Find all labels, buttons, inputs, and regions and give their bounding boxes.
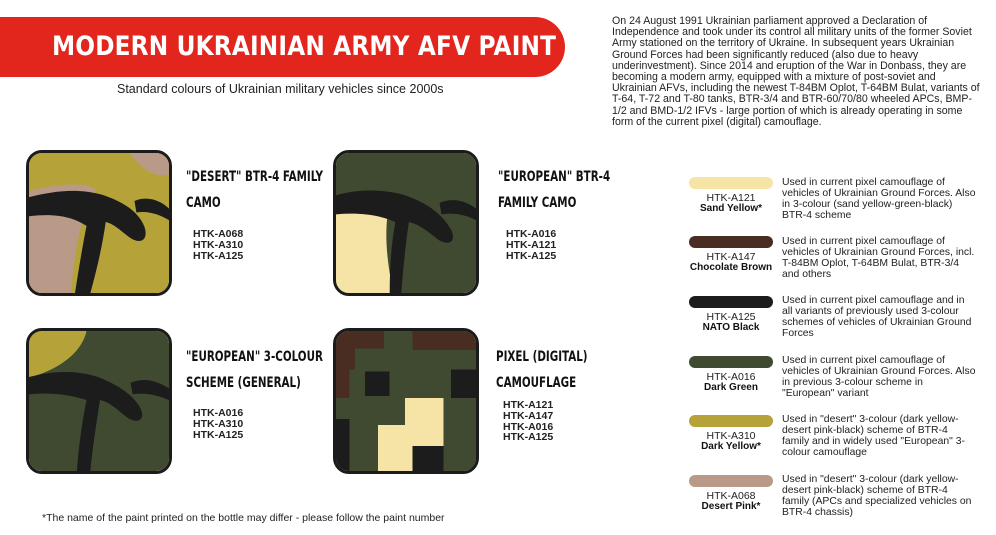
paint-name: Chocolate Brown: [689, 262, 773, 273]
paint-code: HTK-A121: [706, 192, 756, 204]
paint-description: Used in current pixel camouflage and in all variants of previously used 3-colour schemes of vehicles of Ukrainian Ground Forces: [782, 295, 972, 339]
paint-code: HTK-A125: [193, 428, 244, 441]
paint-chocolate-brown: [678, 236, 788, 292]
scheme-title-european-btr4: [498, 164, 610, 216]
paint-desert-pink: [678, 475, 788, 531]
color-chip: [689, 296, 773, 308]
paint-code: HTK-A016: [706, 371, 756, 383]
scheme-codes-pixel: [503, 400, 553, 443]
paint-code: HTK-A125: [503, 431, 554, 444]
paint-description: Used in current pixel camouflage of vehicles of Ukrainian Ground Forces, incl. T-84BM Oplot, T-64BM Bulat, BTR-3/4 and others: [782, 236, 975, 280]
paint-description: Used in current pixel camouflage of vehicles of Ukrainian Ground Forces. Also in 3-colour (sand yellow-green-black) BTR-4 scheme: [782, 177, 976, 221]
paint-code: HTK-A016: [506, 228, 557, 240]
paint-nato-black: [678, 296, 788, 352]
scheme-title-line: "DESERT" BTR-4 FAMILY: [186, 169, 324, 185]
scheme-codes-european-btr4: [506, 229, 556, 261]
scheme-title-european-3colour: [186, 344, 323, 396]
color-chip: [689, 475, 773, 487]
page-title: MODERN UKRAINIAN ARMY AFV PAINT SET: [52, 31, 614, 62]
scheme-codes-european-3colour: [193, 408, 243, 440]
swatch-european-btr4: [333, 150, 479, 296]
paint-code: HTK-A016: [193, 407, 244, 419]
paint-dark-green: [678, 356, 788, 412]
paint-name: Sand Yellow*: [699, 203, 763, 214]
paint-name: Desert Pink*: [701, 501, 761, 512]
paint-code: HTK-A068: [706, 490, 756, 502]
scheme-title-line: "EUROPEAN" BTR-4: [498, 169, 611, 185]
footnote: *The name of the paint printed on the bottle may differ - please follow the paint number: [42, 512, 445, 524]
title-banner: [0, 17, 614, 77]
scheme-codes-desert: [193, 229, 243, 261]
swatch-pixel-digital: [333, 328, 479, 474]
paint-code: HTK-A125: [193, 249, 244, 262]
scheme-title-line: FAMILY CAMO: [498, 195, 577, 211]
paint-name: Dark Yellow*: [701, 441, 761, 452]
paint-code: HTK-A068: [193, 228, 244, 240]
color-chip: [689, 177, 773, 189]
paint-description: Used in "desert" 3-colour (dark yellow-desert pink-black) scheme of BTR-4 family and in widely used "European" 3-colour camouflage: [782, 414, 965, 458]
color-chip: [689, 236, 773, 248]
color-chip: [689, 415, 773, 427]
paint-code: HTK-A310: [193, 417, 244, 430]
paint-name: NATO Black: [702, 322, 760, 333]
swatch-desert-btr4: [26, 150, 172, 296]
scheme-title-line: "EUROPEAN" 3-COLOUR: [186, 349, 323, 365]
paint-description: Used in "desert" 3-colour (dark yellow-desert pink-black) scheme of BTR-4 family (APCs and specialized vehicles on BTR-4 chassis): [782, 474, 972, 518]
page-subtitle: Standard colours of Ukrainian military vehicles since 2000s: [117, 82, 444, 96]
scheme-title-line: CAMO: [186, 195, 221, 211]
paint-code: HTK-A310: [706, 430, 756, 442]
color-chip: [689, 356, 773, 368]
scheme-title-line: SCHEME (GENERAL): [186, 375, 301, 391]
paint-code: HTK-A310: [193, 238, 244, 251]
paint-name: Dark Green: [704, 382, 758, 393]
paint-code: HTK-A147: [706, 251, 756, 263]
scheme-title-line: CAMOUFLAGE: [496, 375, 577, 391]
paint-description: Used in current pixel camouflage of vehicles of Ukrainian Ground Forces. Also in previous 3-colour scheme in "European" variant: [782, 355, 976, 399]
intro-paragraph: On 24 August 1991 Ukrainian parliament approved a Declaration of Independence and took under its control all military units of the former Soviet Army stationed on the territory of Ukraine. In subsequent years Ukrainian Ground Forces had been significantly reduced (also due to heavy underinvestment). Since 2014 and eruption of the War in Donbass, they are becoming a modern army, equipped with a mixture of post-soviet and Ukrainian AFVs, including the newest T-84BM Oplot, T-64BM Bulat, variants of T-64, T-72 and T-80 tanks, BTR-3/4 and BTR-60/70/80 wheeled APCs, BMP-1/2 and BMD-1/2 IFVs - large portion of which is already operating in some form of the current pixel (digital) camouflage.: [612, 15, 980, 128]
paint-code: HTK-A121: [506, 238, 557, 251]
paint-code: HTK-A125: [706, 311, 756, 323]
paint-code: HTK-A121: [503, 399, 554, 411]
swatch-european-3colour: [26, 328, 172, 474]
scheme-title-line: PIXEL (DIGITAL): [496, 349, 588, 365]
paint-code: HTK-A125: [506, 249, 557, 262]
paint-code: HTK-A147: [503, 409, 554, 422]
scheme-title-pixel: [496, 344, 588, 396]
scheme-title-desert: [186, 164, 323, 216]
paint-sand-yellow: [678, 177, 788, 233]
paint-dark-yellow: [678, 415, 788, 471]
paint-code: HTK-A016: [503, 420, 554, 433]
